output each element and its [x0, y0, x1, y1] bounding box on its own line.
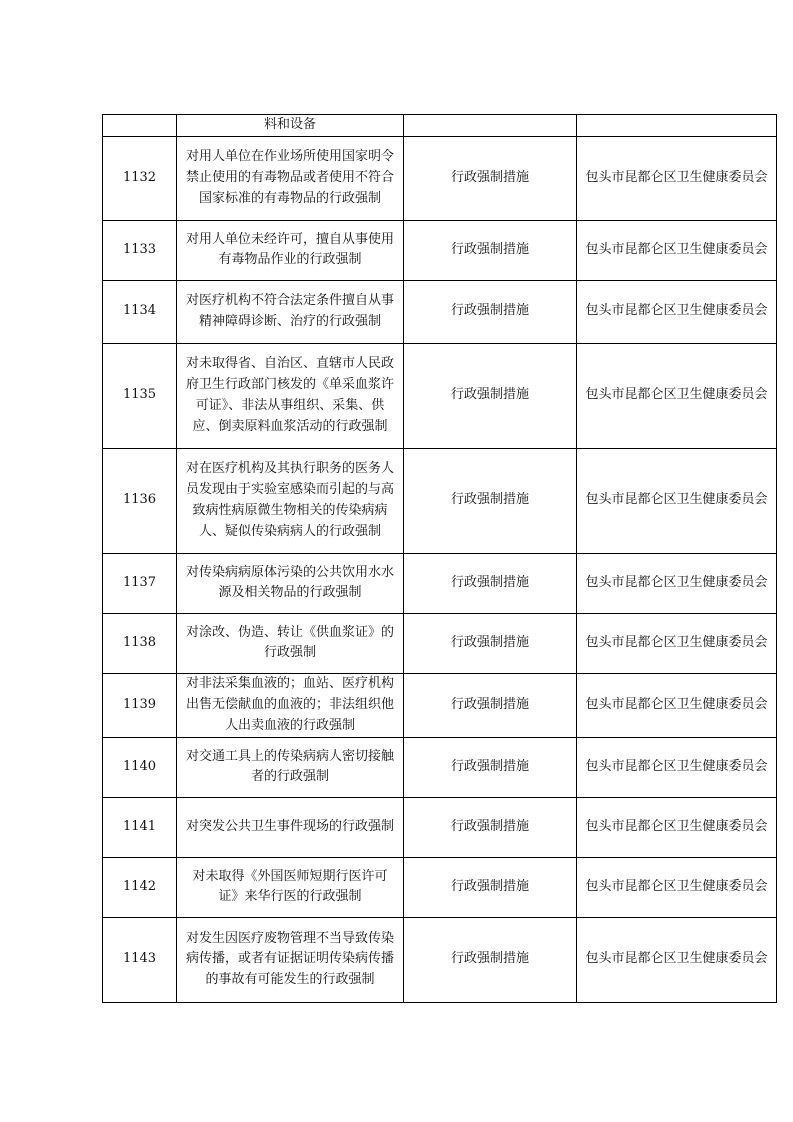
document-table [102, 114, 777, 1003]
cell-name: 对在医疗机构及其执行职务的医务人员发现由于实验室感染而引起的与高致病性病原微生物相关的传染病病人、疑似传染病病人的行政强制 [177, 448, 404, 553]
cell-name: 对用人单位未经许可，擅自从事使用有毒物品作业的行政强制 [177, 220, 404, 280]
cell-department: 包头市昆都仑区卫生健康委员会 [577, 917, 777, 1002]
table-row [103, 797, 777, 857]
cell-type: 行政强制措施 [404, 917, 577, 1002]
table-row [103, 220, 777, 280]
cell-type [404, 115, 577, 137]
cell-name: 对非法采集血液的；血站、医疗机构出售无偿献血的血液的；非法组织他人出卖血液的行政强制 [177, 673, 404, 737]
cell-name: 对传染病病原体污染的公共饮用水水源及相关物品的行政强制 [177, 553, 404, 613]
table-row [103, 448, 777, 553]
cell-number [103, 115, 177, 137]
cell-number: 1133 [103, 220, 177, 280]
cell-number: 1139 [103, 673, 177, 737]
cell-number: 1132 [103, 136, 177, 220]
cell-type: 行政强制措施 [404, 797, 577, 857]
cell-name: 对交通工具上的传染病病人密切接触者的行政强制 [177, 737, 404, 797]
table-row-continuation [103, 115, 777, 137]
cell-number: 1140 [103, 737, 177, 797]
cell-type: 行政强制措施 [404, 737, 577, 797]
cell-department: 包头市昆都仑区卫生健康委员会 [577, 737, 777, 797]
cell-type: 行政强制措施 [404, 613, 577, 673]
cell-department: 包头市昆都仑区卫生健康委员会 [577, 857, 777, 917]
cell-department: 包头市昆都仑区卫生健康委员会 [577, 220, 777, 280]
table-row [103, 737, 777, 797]
cell-type: 行政强制措施 [404, 220, 577, 280]
cell-department: 包头市昆都仑区卫生健康委员会 [577, 613, 777, 673]
cell-department [577, 115, 777, 137]
cell-name: 对用人单位在作业场所使用国家明令禁止使用的有毒物品或者使用不符合国家标准的有毒物品的行政强制 [177, 136, 404, 220]
cell-name: 料和设备 [177, 115, 404, 137]
cell-number: 1134 [103, 280, 177, 343]
cell-department: 包头市昆都仑区卫生健康委员会 [577, 553, 777, 613]
cell-department: 包头市昆都仑区卫生健康委员会 [577, 448, 777, 553]
cell-number: 1141 [103, 797, 177, 857]
table-row [103, 343, 777, 448]
cell-name: 对未取得省、自治区、直辖市人民政府卫生行政部门核发的《单采血浆许可证》、非法从事组织、采集、供应、倒卖原料血浆活动的行政强制 [177, 343, 404, 448]
table-row [103, 280, 777, 343]
cell-number: 1138 [103, 613, 177, 673]
table-row [103, 857, 777, 917]
cell-type: 行政强制措施 [404, 857, 577, 917]
cell-number: 1135 [103, 343, 177, 448]
cell-number: 1143 [103, 917, 177, 1002]
cell-name: 对涂改、伪造、转让《供血浆证》的行政强制 [177, 613, 404, 673]
cell-number: 1137 [103, 553, 177, 613]
cell-type: 行政强制措施 [404, 448, 577, 553]
cell-department: 包头市昆都仑区卫生健康委员会 [577, 280, 777, 343]
cell-department: 包头市昆都仑区卫生健康委员会 [577, 797, 777, 857]
table-row [103, 613, 777, 673]
cell-name: 对医疗机构不符合法定条件擅自从事精神障碍诊断、治疗的行政强制 [177, 280, 404, 343]
cell-type: 行政强制措施 [404, 553, 577, 613]
cell-name: 对突发公共卫生事件现场的行政强制 [177, 797, 404, 857]
table-row [103, 553, 777, 613]
cell-number: 1136 [103, 448, 177, 553]
table-row [103, 673, 777, 737]
cell-department: 包头市昆都仑区卫生健康委员会 [577, 136, 777, 220]
table-row [103, 917, 777, 1002]
cell-name: 对未取得《外国医师短期行医许可证》来华行医的行政强制 [177, 857, 404, 917]
cell-type: 行政强制措施 [404, 343, 577, 448]
cell-department: 包头市昆都仑区卫生健康委员会 [577, 673, 777, 737]
cell-number: 1142 [103, 857, 177, 917]
table-row [103, 136, 777, 220]
cell-department: 包头市昆都仑区卫生健康委员会 [577, 343, 777, 448]
cell-type: 行政强制措施 [404, 136, 577, 220]
cell-type: 行政强制措施 [404, 673, 577, 737]
cell-name: 对发生因医疗废物管理不当导致传染病传播，或者有证据证明传染病传播的事故有可能发生的行政强制 [177, 917, 404, 1002]
cell-type: 行政强制措施 [404, 280, 577, 343]
